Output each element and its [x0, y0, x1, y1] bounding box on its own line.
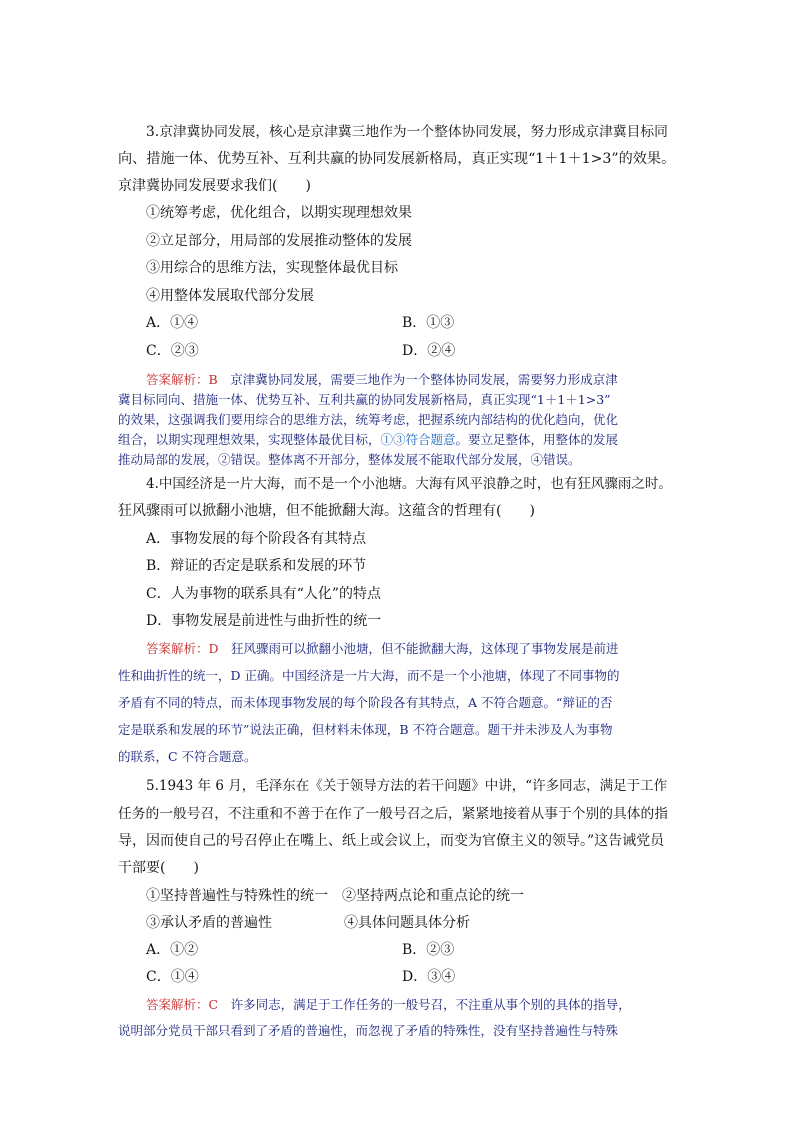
q5-answer-line-2: 说明部分党员干部只看到了矛盾的普遍性，而忽视了矛盾的特殊性，没有坚持普遍性与特殊: [118, 1023, 619, 1038]
q5-answer-line-1: 答案解析：C 许多同志，满足于工作任务的一般号召，不注重从事个别的具体的指导，: [146, 997, 631, 1012]
q3-stem-line-2: 向、措施一体、优势互补、互利共赢的协同发展新格局，真正实现“1＋1＋1>3”的效果。: [118, 151, 676, 167]
q4-option-b: B．辩证的否定是联系和发展的环节: [146, 558, 367, 574]
q3-answer-line-4: 组合，以期实现理想效果，实现整体最优目标，①③符合题意。要立足整体，用整体的发展: [118, 432, 619, 447]
q3-option-d: D．②④: [402, 343, 456, 359]
q4-option-c: C．人为事物的联系具有“人化”的特点: [146, 586, 382, 602]
q3-answer-line-5: 推动局部的发展，②错误。整体离不开部分，整体发展不能取代部分发展，④错误。: [118, 452, 581, 467]
q4-answer-line-5: 的联系，C 不符合题意。: [118, 749, 257, 764]
q4-answer-label: 答案解析：D: [146, 641, 219, 656]
q4-stem-line-1: 4.中国经济是一片大海，而不是一个小池塘。大海有风平浪静之时，也有狂风骤雨之时。: [146, 476, 672, 492]
q3-answer-label: 答案解析：B: [146, 372, 218, 387]
q5-stem-line-3: 导，因而使自己的号召停止在嘴上、纸上或会议上，而变为官僚主义的领导。”这告诫党员: [118, 833, 665, 849]
q5-stem-line-1: 5.1943 年 6 月，毛泽东在《关于领导方法的若干问题》中讲，“许多同志，满足于工作: [146, 778, 668, 794]
q3-answer-highlight: ①③符合题意: [380, 432, 456, 447]
q5-option-b: B．②③: [402, 942, 455, 958]
q3-option-a: A．①④: [146, 315, 199, 331]
q3-option-b: B．①③: [402, 315, 455, 331]
q5-option-c: C．①④: [146, 969, 199, 985]
q4-option-d: D．事物发展是前进性与曲折性的统一: [146, 613, 382, 629]
q5-items-row-1: ①坚持普遍性与特殊性的统一 ②坚持两点论和重点论的统一: [146, 888, 524, 904]
q5-option-d: D．③④: [402, 969, 456, 985]
q5-answer-label: 答案解析：C: [146, 997, 219, 1012]
q3-option-c: C．②③: [146, 343, 199, 359]
q3-item-1: ①统筹考虑，优化组合，以期实现理想效果: [146, 205, 412, 221]
q5-item-3: ③承认矛盾的普遍性: [146, 915, 272, 931]
q5-item-4: ④具体问题具体分析: [344, 915, 470, 931]
q4-stem-line-2: 狂风骤雨可以掀翻小池塘，但不能掀翻大海。这蕴含的哲理有( ): [118, 503, 535, 519]
q5-stem-line-2: 任务的一般号召，不注重和不善于在作了一般号召之后，紧紧地接着从事于个别的具体的指: [118, 806, 669, 822]
q3-stem-line-3: 京津冀协同发展要求我们( ): [118, 178, 311, 194]
q4-answer-line-3: 矛盾有不同的特点，而未体现事物发展的每个阶段各有其特点，A 不符合题意。“辩证的否: [118, 695, 613, 710]
q3-answer-line-2: 冀目标同向、措施一体、优势互补、互利共赢的协同发展新格局，真正实现“1＋1＋1>3”: [118, 392, 611, 407]
q4-option-a: A．事物发展的每个阶段各有其特点: [146, 531, 367, 547]
q3-item-3: ③用综合的思维方法，实现整体最优目标: [146, 260, 398, 276]
q5-option-a: A．①②: [146, 942, 199, 958]
q3-answer-line-3: 的效果，这强调我们要用综合的思维方法，统筹考虑，把握系统内部结构的优化趋向，优化: [118, 412, 619, 427]
q5-stem-line-4: 干部要( ): [118, 860, 199, 876]
q3-item-4: ④用整体发展取代部分发展: [146, 288, 314, 304]
q4-answer-line-4: 定是联系和发展的环节”说法正确，但材料未体现，B 不符合题意。题干并未涉及人为事物: [118, 722, 613, 737]
q4-answer-line-2: 性和曲折性的统一，D 正确。中国经济是一片大海，而不是一个小池塘，体现了不同事物的: [118, 668, 620, 683]
q3-answer-line-1: 答案解析：B 京津冀协同发展，需要三地作为一个整体协同发展，需要努力形成京津: [146, 372, 618, 387]
q3-item-2: ②立足部分，用局部的发展推动整体的发展: [146, 233, 412, 249]
q3-stem-line-1: 3.京津冀协同发展，核心是京津冀三地作为一个整体协同发展，努力形成京津冀目标同: [146, 124, 668, 140]
q4-answer-line-1: 答案解析：D 狂风骤雨可以掀翻小池塘，但不能掀翻大海，这体现了事物发展是前进: [146, 641, 619, 656]
